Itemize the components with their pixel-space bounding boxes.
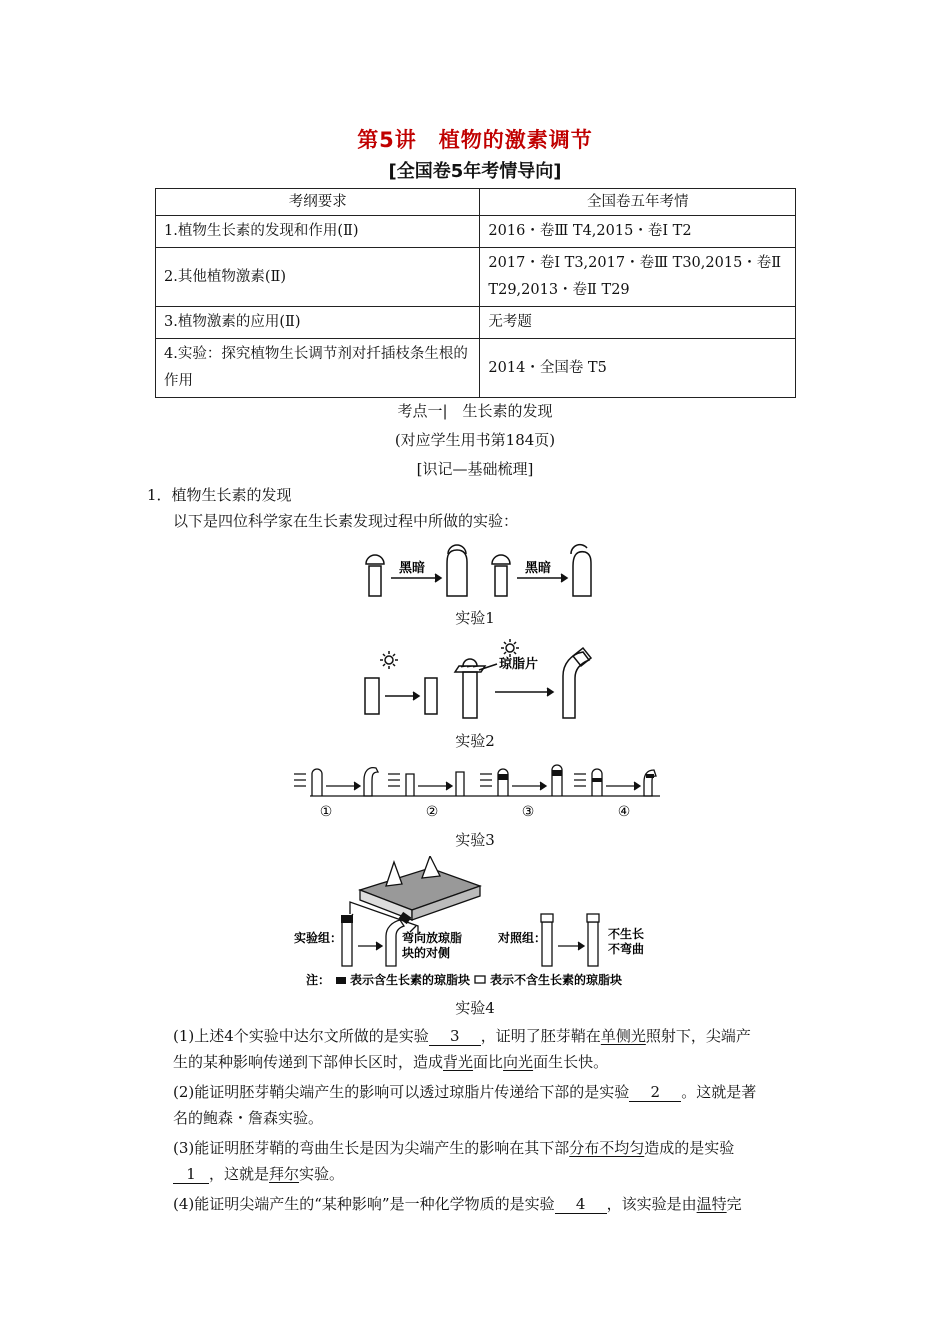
q1-text: 生的某种影响传递到下部伸长区时，造成: [173, 1053, 444, 1071]
question-1: [173, 1023, 813, 1049]
item-intro: 以下是四位科学家在生长素发现过程中所做的实验：: [173, 512, 519, 530]
note-white: 表示不含生长素的琼脂块: [490, 973, 623, 987]
table-cell: 2017・卷Ⅰ T3,2017・卷Ⅲ T30,2015・卷Ⅱ T29,2013・卷Ⅱ T29: [480, 248, 796, 307]
q2-text: 名的鲍森・詹森实验。: [173, 1109, 324, 1127]
answer-underline: 单侧光: [600, 1027, 646, 1045]
q3-text: (3)能证明胚芽鞘的弯曲生长是因为尖端产生的影响在其下部: [173, 1139, 570, 1157]
bend-note-2: 块的对侧: [402, 946, 451, 960]
question-2-cont: [173, 1105, 813, 1131]
experiment-1-figure: [355, 540, 605, 602]
experiment-4-figure: [290, 856, 670, 996]
table-header-row: [156, 189, 796, 216]
sun-icon: [506, 644, 514, 652]
ctrl-group-label: 对照组：: [498, 931, 547, 945]
question-4: [173, 1191, 813, 1217]
answer-underline: 背光: [443, 1053, 474, 1071]
caption-exp2: 实验2: [455, 732, 495, 750]
q4-text: ，该实验是由: [606, 1195, 697, 1213]
no-growth-2: 不弯曲: [608, 942, 645, 956]
table-row: [156, 216, 796, 248]
q4-text: 完: [726, 1195, 742, 1213]
item-title: 1．植物生长素的发现: [147, 486, 292, 504]
answer-blank: 2: [629, 1084, 681, 1102]
exp3-num: ①: [319, 804, 333, 820]
table-cell: 2016・卷Ⅲ T4,2015・卷Ⅰ T2: [480, 216, 796, 248]
caption-exp4: 实验4: [455, 999, 495, 1017]
answer-blank: 4: [555, 1196, 607, 1214]
table-cell: 2.其他植物激素(Ⅱ): [156, 248, 480, 307]
dark-label: 黑暗: [399, 561, 426, 576]
exp3-num: ②: [425, 804, 439, 820]
q2-text: 。这就是著: [681, 1083, 757, 1101]
agar-label: 琼脂片: [499, 657, 539, 672]
question-2: [173, 1079, 813, 1105]
q1-text: ，证明了胚芽鞘在: [480, 1027, 601, 1045]
q3-text: 造成的是实验: [644, 1139, 735, 1157]
table-row: [156, 307, 796, 339]
table-header: 考纲要求: [156, 189, 480, 216]
table-header: 全国卷五年考情: [480, 189, 796, 216]
question-3: [173, 1135, 813, 1161]
answer-underline: 向光: [503, 1053, 534, 1071]
exp3-num: ③: [521, 804, 535, 820]
light-arrows-icon: [480, 774, 492, 786]
page-title: 第5讲 植物的激素调节: [357, 128, 593, 152]
answer-underline: 温特: [696, 1195, 727, 1213]
table-cell: 2014・全国卷 T5: [480, 339, 796, 398]
requirements-table: [155, 188, 796, 398]
question-3-cont: [173, 1161, 813, 1187]
section-ref: (对应学生用书第184页): [394, 431, 556, 449]
table-cell: 3.植物激素的应用(Ⅱ): [156, 307, 480, 339]
q1-text: (1)上述4个实验中达尔文所做的是实验: [173, 1027, 429, 1045]
exp-group-label: 实验组：: [294, 931, 343, 945]
page-subtitle: [全国卷5年考情导向]: [388, 161, 562, 182]
table-cell: 无考题: [480, 307, 796, 339]
experiment-2-figure: [355, 636, 605, 722]
answer-blank: 3: [429, 1028, 481, 1046]
q1-text: 照射下，尖端产: [645, 1027, 751, 1045]
caption-exp3: 实验3: [455, 831, 495, 849]
answer-blank: 1: [173, 1166, 209, 1184]
q3-text: 实验。: [299, 1165, 345, 1183]
q1-text: 面比: [473, 1053, 504, 1071]
bend-note-1: 弯向放琼脂: [402, 931, 463, 945]
question-1-cont: [173, 1049, 813, 1075]
light-arrows-icon: [388, 774, 400, 786]
table-cell: 4.实验：探究植物生长调节剂对扦插枝条生根的作用: [156, 339, 480, 398]
note-black: 表示含生长素的琼脂块: [350, 973, 471, 987]
section-heading: 考点一| 生长素的发现: [397, 402, 553, 420]
dark-label: 黑暗: [525, 561, 552, 576]
no-growth-1: 不生长: [608, 927, 645, 941]
light-arrows-icon: [574, 774, 586, 786]
section-tag: [识记—基础梳理]: [416, 460, 534, 478]
table-cell: 1.植物生长素的发现和作用(Ⅱ): [156, 216, 480, 248]
q4-text: (4)能证明尖端产生的“某种影响”是一种化学物质的是实验: [173, 1195, 555, 1213]
sun-icon: [385, 656, 393, 664]
caption-exp1: 实验1: [455, 609, 495, 627]
table-row: [156, 248, 796, 307]
light-arrows-icon: [294, 774, 306, 786]
table-row: [156, 339, 796, 398]
q2-text: (2)能证明胚芽鞘尖端产生的影响可以透过琼脂片传递给下部的是实验: [173, 1083, 630, 1101]
exp3-num: ④: [617, 804, 631, 820]
q1-text: 面生长快。: [533, 1053, 609, 1071]
experiment-3-figure: [290, 764, 670, 824]
answer-underline: 分布不均匀: [569, 1139, 645, 1157]
note-prefix: 注：: [306, 973, 331, 987]
answer-underline: 拜尔: [269, 1165, 300, 1183]
q3-text: ，这就是: [209, 1165, 270, 1183]
